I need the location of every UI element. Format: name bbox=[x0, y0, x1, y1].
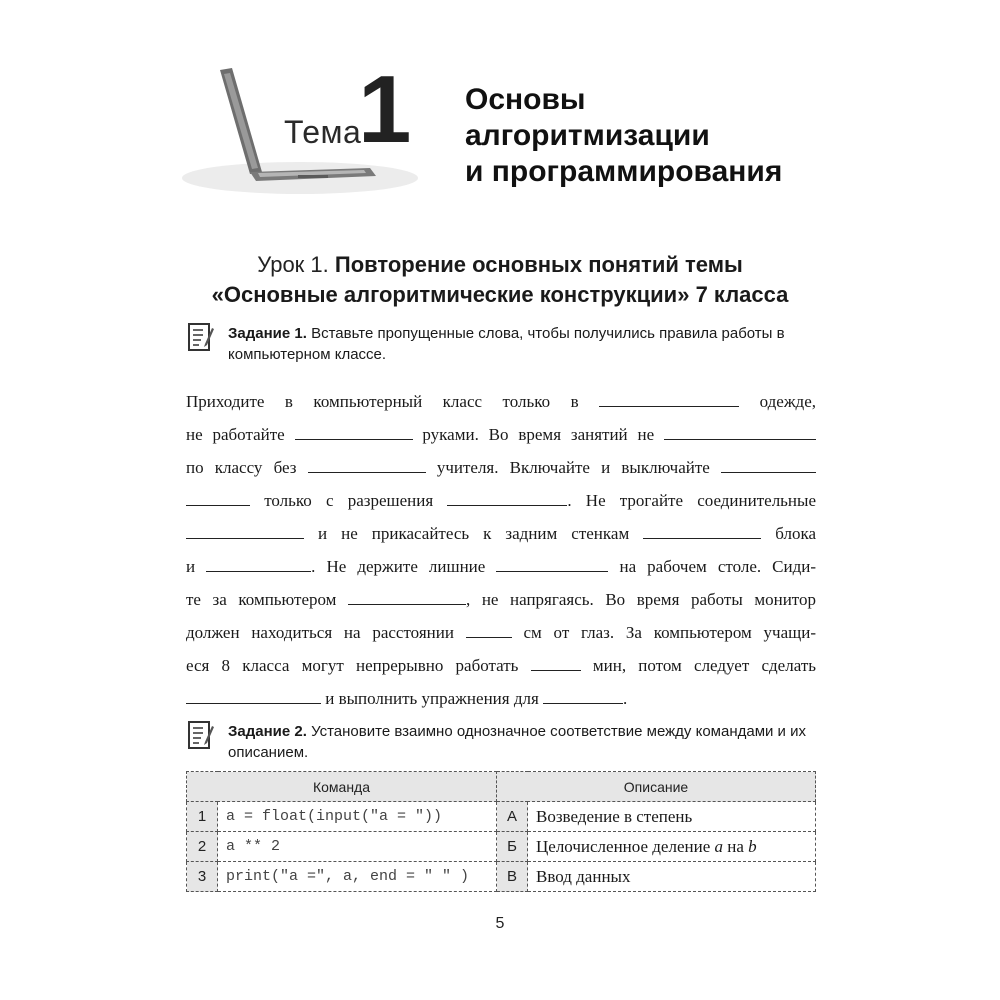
fill-line: и не прикасайтесь к задним стенкам блока bbox=[186, 517, 816, 550]
lesson-title bbox=[150, 250, 850, 310]
answer-blank[interactable] bbox=[599, 388, 739, 407]
answer-blank[interactable] bbox=[348, 586, 466, 605]
command-code: a = float(input("a = ")) bbox=[218, 802, 497, 832]
table-row bbox=[187, 802, 816, 832]
answer-blank[interactable] bbox=[308, 454, 426, 473]
task-2-label: Задание 2. bbox=[228, 723, 307, 740]
table-header-row bbox=[187, 772, 816, 802]
description-letter: Б bbox=[497, 832, 528, 862]
topic-word: Тема bbox=[284, 114, 362, 150]
answer-blank[interactable] bbox=[496, 553, 608, 572]
table-row bbox=[187, 832, 816, 862]
task-1-instruction: Вставьте пропущенные слова, чтобы получились правила работы в компьютерном классе. bbox=[228, 325, 785, 363]
fill-in-paragraph bbox=[186, 385, 816, 715]
answer-blank[interactable] bbox=[186, 487, 250, 506]
fill-line: Приходите в компьютерный класс только в одежде, bbox=[186, 385, 816, 418]
fill-line: те за компьютером , не напрягаясь. Во время работы монитор bbox=[186, 583, 816, 616]
answer-blank[interactable] bbox=[206, 553, 311, 572]
row-number: 3 bbox=[187, 862, 218, 892]
topic-title-line-3: и программирования bbox=[465, 155, 783, 188]
lesson-title-suffix: 7 класса bbox=[695, 282, 789, 307]
fill-line: только с разрешения . Не трогайте соединительные bbox=[186, 484, 816, 517]
answer-blank[interactable] bbox=[466, 619, 512, 638]
fill-line: не работайте руками. Во время занятий не bbox=[186, 418, 816, 451]
answer-blank[interactable] bbox=[295, 421, 413, 440]
description-text: Целочисленное деление a на b bbox=[528, 832, 816, 862]
lesson-title-line-1: Повторение основных понятий темы bbox=[334, 252, 743, 277]
answer-blank[interactable] bbox=[721, 454, 816, 473]
answer-blank[interactable] bbox=[543, 685, 623, 704]
answer-blank[interactable] bbox=[447, 487, 567, 506]
topic-title bbox=[465, 82, 845, 190]
fill-line: и выполнить упражнения для . bbox=[186, 682, 816, 715]
description-letter: В bbox=[497, 862, 528, 892]
header-command: Команда bbox=[187, 772, 497, 802]
topic-title-line-1: Основы bbox=[465, 83, 586, 116]
description-text: Возведение в степень bbox=[528, 802, 816, 832]
row-number: 2 bbox=[187, 832, 218, 862]
answer-blank[interactable] bbox=[186, 685, 321, 704]
answer-blank[interactable] bbox=[664, 421, 816, 440]
answer-blank[interactable] bbox=[186, 520, 304, 539]
task-2-instruction: Установите взаимно однозначное соответствие между командами и их описанием. bbox=[228, 723, 806, 761]
fill-line: должен находиться на расстоянии см от глаз. За компьютером учащи- bbox=[186, 616, 816, 649]
topic-number: 1 bbox=[358, 56, 412, 163]
matching-table bbox=[186, 771, 816, 892]
topic-title-line-2: алгоритмизации bbox=[465, 119, 710, 152]
description-letter: А bbox=[497, 802, 528, 832]
notebook-pencil-icon bbox=[187, 322, 215, 352]
lesson-title-line-2: «Основные алгоритмические конструкции» bbox=[211, 282, 690, 307]
description-text: Ввод данных bbox=[528, 862, 816, 892]
lesson-prefix: Урок 1. bbox=[257, 252, 329, 277]
fill-line: по классу без учителя. Включайте и выключайте bbox=[186, 451, 816, 484]
answer-blank[interactable] bbox=[643, 520, 761, 539]
task-2-text bbox=[228, 721, 816, 763]
row-number: 1 bbox=[187, 802, 218, 832]
command-code: print("a =", a, end = " " ) bbox=[218, 862, 497, 892]
command-code: a ** 2 bbox=[218, 832, 497, 862]
answer-blank[interactable] bbox=[531, 652, 581, 671]
task-1-text bbox=[228, 323, 816, 365]
task-1-label: Задание 1. bbox=[228, 325, 307, 342]
fill-line: и . Не держите лишние на рабочем столе. Сиди- bbox=[186, 550, 816, 583]
header-description: Описание bbox=[497, 772, 816, 802]
notebook-pencil-icon bbox=[187, 720, 215, 750]
table-row bbox=[187, 862, 816, 892]
page-number: 5 bbox=[495, 915, 505, 932]
fill-line: еся 8 класса могут непрерывно работать мин, потом следует сделать bbox=[186, 649, 816, 682]
